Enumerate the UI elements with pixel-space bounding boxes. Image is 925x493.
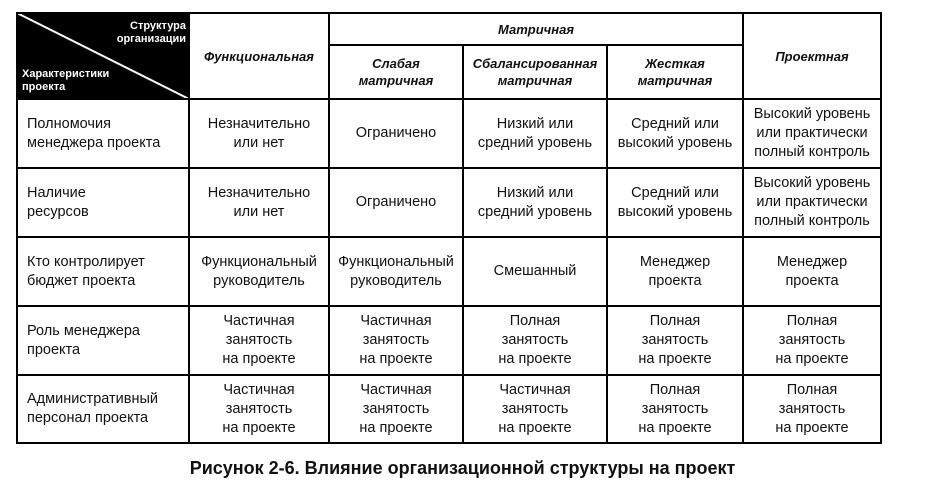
table-cell: Низкий или средний уровень bbox=[477, 184, 593, 220]
header-weak-matrix: Слабая матричная bbox=[358, 56, 434, 88]
table-cell: Низкий или средний уровень bbox=[477, 115, 593, 151]
figure-caption: Рисунок 2-6. Влияние организационной структуры на проект bbox=[189, 458, 736, 478]
table-cell: Полная занятость на проекте bbox=[775, 381, 849, 436]
header-functional: Функциональная bbox=[204, 48, 314, 64]
table-cell: Частичная занятость на проекте bbox=[222, 381, 296, 436]
corner-structure-label: Структура организации bbox=[116, 20, 186, 45]
table-cell: Функциональный руководитель bbox=[201, 253, 317, 289]
table-cell: Частичная занятость на проекте bbox=[359, 381, 433, 436]
table-cell: Незначительно или нет bbox=[207, 184, 311, 220]
corner-characteristics-label: Характеристики проекта bbox=[22, 68, 110, 93]
table-cell: Частичная занятость на проекте bbox=[222, 313, 296, 367]
table-cell: Смешанный bbox=[493, 263, 577, 279]
table-cell: Функциональный руководитель bbox=[338, 253, 454, 289]
row-label-pm-role: Роль менеджера проекта bbox=[27, 322, 140, 358]
row-label-budget-control: Кто контролирует бюджет проекта bbox=[27, 253, 145, 289]
table-cell: Незначительно или нет bbox=[207, 115, 311, 151]
table-cell: Средний или высокий уровень bbox=[617, 184, 733, 220]
table-cell: Частичная занятость на проекте bbox=[359, 313, 433, 367]
row-label-resource-availability: Наличие ресурсов bbox=[27, 184, 89, 220]
table-cell: Менеджер проекта bbox=[639, 253, 711, 289]
table-cell: Частичная занятость на проекте bbox=[498, 381, 572, 436]
table-cell: Ограничено bbox=[355, 125, 437, 141]
table-cell: Высокий уровень или практически полный контроль bbox=[753, 175, 871, 229]
table-cell: Полная занятость на проекте bbox=[775, 313, 849, 367]
row-label-pm-authority: Полномочия менеджера проекта bbox=[27, 115, 161, 151]
header-matrix-group: Матричная bbox=[498, 21, 574, 37]
table-cell: Менеджер проекта bbox=[776, 253, 848, 289]
table-cell: Средний или высокий уровень bbox=[617, 115, 733, 151]
table-cell: Ограничено bbox=[355, 194, 437, 210]
row-label-admin-staff: Административный персонал проекта bbox=[27, 391, 158, 426]
header-projectized: Проектная bbox=[775, 48, 849, 64]
table-cell: Полная занятость на проекте bbox=[638, 381, 712, 436]
header-strong-matrix: Жесткая матричная bbox=[637, 56, 713, 88]
table-cell: Полная занятость на проекте bbox=[498, 313, 572, 367]
header-balanced-matrix: Сбалансированная матричная bbox=[472, 56, 598, 88]
table-cell: Полная занятость на проекте bbox=[638, 313, 712, 367]
table-cell: Высокий уровень или практически полный контроль bbox=[753, 106, 871, 160]
